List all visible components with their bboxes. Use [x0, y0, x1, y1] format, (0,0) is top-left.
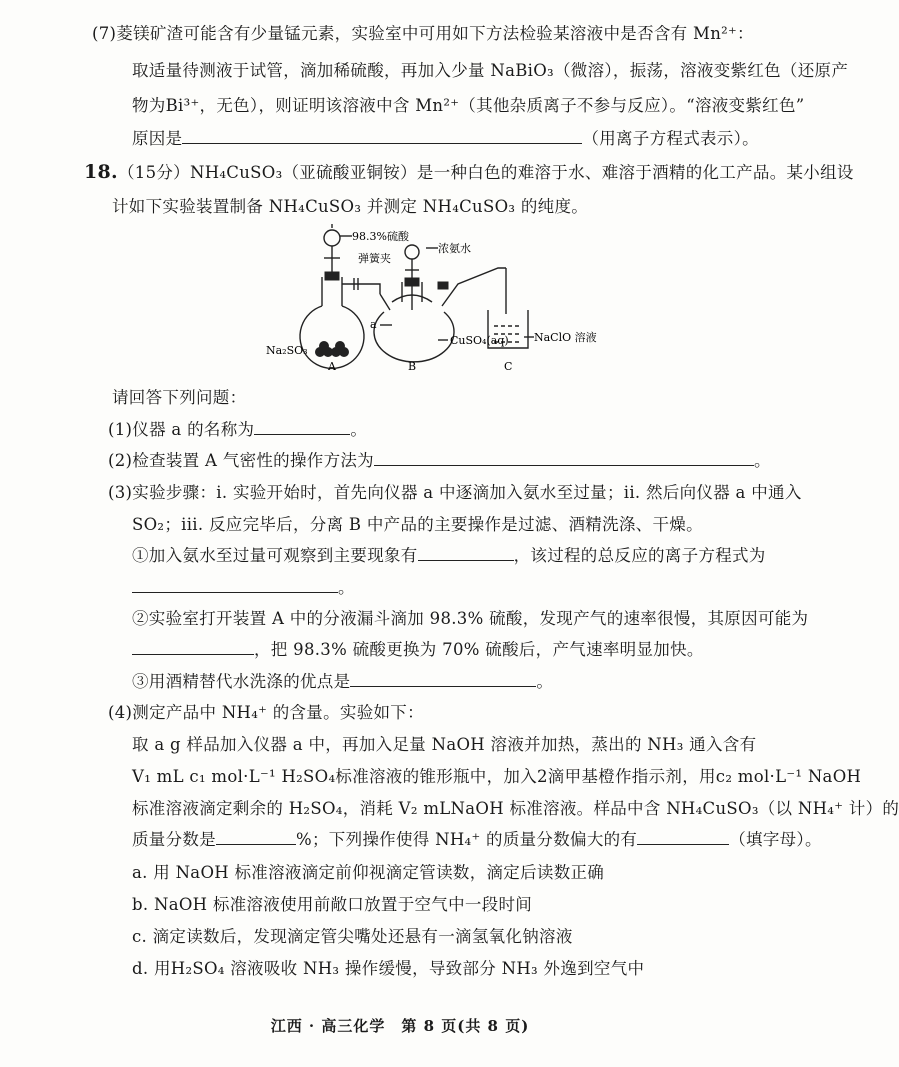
q18-intro-line2: 计如下实验装置制备 NH₄CuSO₃ 并测定 NH₄CuSO₃ 的纯度。: [112, 197, 589, 216]
q18-p3-1-text2: ，该过程的总反应的离子方程式为: [513, 546, 766, 565]
page-footer: 江西 · 高三化学 第 8 页(共 8 页): [270, 1017, 530, 1035]
q18-part3-line1: (3)实验步骤：i. 实验开始时，首先向仪器 a 中逐滴加入氨水至过量；ii. 然后向仪器 a 中通入: [108, 483, 802, 502]
q18-part2-text: (2)检查装置 A 气密性的操作方法为: [108, 451, 374, 470]
q18-p3-3-end: 。: [536, 672, 554, 691]
label-ammonia: 浓氨水: [438, 242, 471, 255]
q18-p4-text3: （填字母）。: [729, 830, 822, 849]
q18-part3-line2: SO₂；iii. 反应完毕后，分离 B 中产品的主要操作是过滤、酒精洗涤、干燥。: [132, 515, 703, 534]
three-neck-flask-b: [374, 312, 454, 362]
q18-part4-line2: V₁ mL c₁ mol·L⁻¹ H₂SO₄标准溶液的锥形瓶中，加入2滴甲基橙作指示剂，用c₂ mol·L⁻¹ NaOH: [132, 767, 862, 786]
answer-blank-p3-1a[interactable]: [418, 544, 514, 561]
q18-part3-sub2: ②实验室打开装置 A 中的分液漏斗滴加 98.3% 硫酸，发现产气的速率很慢，其原因可能为: [132, 609, 809, 628]
answer-blank-p4-percent[interactable]: [216, 828, 296, 845]
q18-p3-1-text: ①加入氨水至过量可观察到主要现象有: [132, 546, 418, 565]
label-apparatus-b: B: [408, 360, 417, 373]
option-c: c. 滴定读数后，发现滴定管尖嘴处还悬有一滴氢氧化钠溶液: [132, 927, 573, 946]
q18-part4-line1: 取 a g 样品加入仪器 a 中，再加入足量 NaOH 溶液并加热，蒸出的 NH₃ 通入含有: [132, 735, 757, 754]
q18-part3-sub1-cont: [132, 576, 355, 600]
q18-intro-text: （15分）NH₄CuSO₃（亚硫酸亚铜铵）是一种白色的难溶于水、难溶于酒精的化工产品。某小组设: [117, 163, 854, 182]
q18-p3-1-end: 。: [338, 578, 355, 597]
q18-part3-sub2-cont: [132, 638, 704, 662]
answer-blank-p3-3[interactable]: [350, 670, 536, 687]
q18-intro-line1: [84, 160, 854, 185]
label-instrument-a: a: [370, 318, 377, 331]
q18-prompt: 请回答下列问题：: [112, 388, 247, 407]
q18-part3-sub3: [132, 670, 553, 694]
stopper-b-right: [438, 282, 448, 289]
tube-b-to-c: [442, 268, 506, 306]
label-spring-clip: 弹簧夹: [358, 252, 391, 265]
label-apparatus-c: C: [504, 360, 513, 373]
q18-part4-line3: 标准溶液滴定剩余的 H₂SO₄，消耗 V₂ mLNaOH 标准溶液。样品中含 NH₄CuSO₃（以 NH₄⁺ 计）的: [132, 799, 899, 818]
q18-p4-text1: 质量分数是: [132, 830, 216, 849]
q17-7-answer-prefix: 原因是: [132, 129, 183, 148]
q17-7-answer-suffix: （用离子方程式表示）。: [582, 129, 759, 148]
q18-part1-end: 。: [350, 420, 368, 439]
stopper-b: [405, 278, 419, 286]
q17-7-line3: 物为Bi³⁺，无色），则证明该溶液中含 Mn²⁺（其他杂质离子不参与反应）。“溶液变紫红色”: [132, 96, 805, 115]
stopper-a: [325, 272, 339, 280]
option-d: d. 用H₂SO₄ 溶液吸收 NH₃ 操作缓慢，导致部分 NH₃ 外逸到空气中: [132, 959, 645, 978]
q17-7-line4: [132, 127, 759, 151]
q17-7-line1: (7)菱镁矿渣可能含有少量锰元素，实验室中可用如下方法检验某溶液中是否含有 Mn²⁺：: [92, 24, 754, 43]
label-naclo: NaClO 溶液: [534, 331, 597, 344]
answer-blank-p4-letters[interactable]: [637, 828, 729, 845]
tube-into-b: [380, 294, 390, 310]
b-dropping-funnel-bulb: [405, 245, 419, 259]
label-apparatus-a: A: [328, 360, 336, 373]
tube-a-to-b: [342, 284, 380, 294]
q18-p3-3-text: ③用酒精替代水洗涤的优点是: [132, 672, 351, 691]
q18-part2-end: 。: [753, 451, 771, 470]
label-acid: 98.3%硫酸: [352, 230, 409, 243]
label-cuso4: CuSO₄(aq): [450, 334, 509, 347]
answer-blank-p2[interactable]: [374, 449, 754, 466]
option-b: b. NaOH 标准溶液使用前敞口放置于空气中一段时间: [132, 895, 533, 914]
label-na2so3: Na₂SO₃: [266, 344, 308, 357]
answer-blank-p1[interactable]: [254, 418, 350, 435]
q18-part1-text: (1)仪器 a 的名称为: [108, 420, 255, 439]
q18-part4-head: (4)测定产品中 NH₄⁺ 的含量。实验如下：: [108, 703, 424, 722]
q18-part4-line4: [132, 828, 822, 852]
answer-blank-p3-2[interactable]: [132, 638, 254, 655]
answer-blank-q17-7[interactable]: [182, 127, 582, 144]
q18-part2: [108, 449, 771, 473]
q18-part3-sub1: [132, 544, 766, 568]
q18-part1: [108, 418, 367, 442]
option-a: a. 用 NaOH 标准溶液滴定前仰视滴定管读数，滴定后读数正确: [132, 863, 605, 882]
separatory-funnel-bulb: [324, 230, 340, 246]
apparatus-diagram: [262, 222, 602, 374]
q18-p3-2-text: ，把 98.3% 硫酸更换为 70% 硫酸后，产气速率明显加快。: [254, 640, 704, 659]
q18-p4-text2: %；下列操作使得 NH₄⁺ 的质量分数偏大的有: [296, 830, 638, 849]
q17-7-line2: 取适量待测液于试管，滴加稀硫酸，再加入少量 NaBiO₃（微溶），振荡，溶液变紫红色（还原产: [132, 61, 849, 80]
question-number: 18.: [84, 161, 118, 183]
answer-blank-p3-1b[interactable]: [132, 576, 338, 593]
